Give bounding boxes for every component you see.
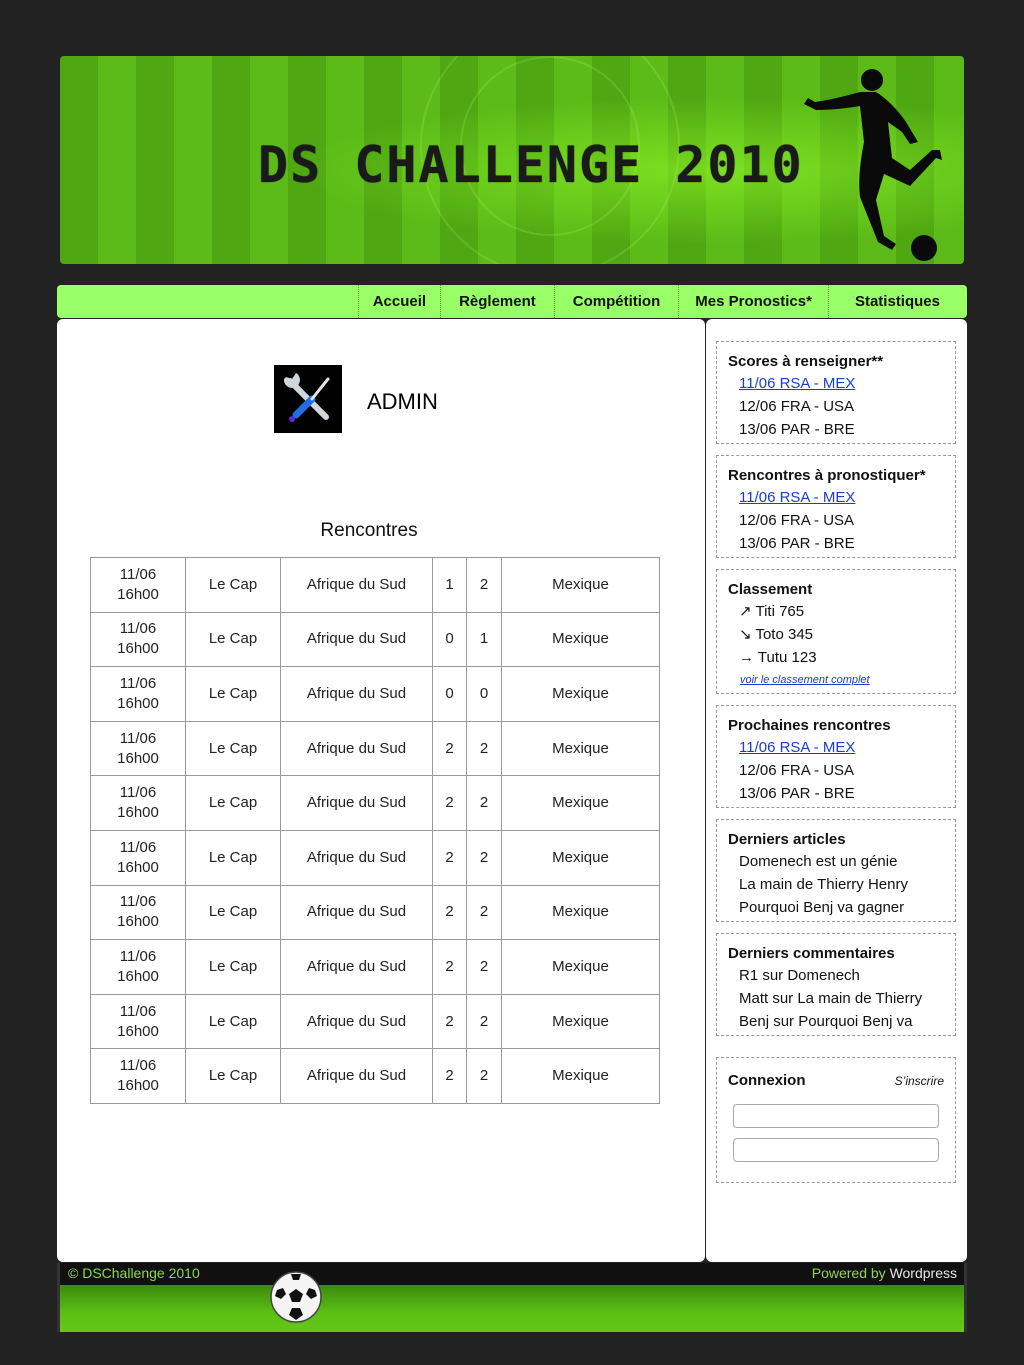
match-away-score-cell: 2	[467, 1049, 502, 1104]
football-player-icon	[760, 62, 950, 262]
widget-latest-comments	[716, 933, 956, 1036]
comment-item[interactable]: R1 sur Domenech	[739, 967, 860, 984]
match-home-score-cell: 1	[433, 558, 467, 613]
match-home-team-cell: Afrique du Sud	[281, 1049, 433, 1104]
match-date: 11/06	[119, 1057, 157, 1075]
table-row	[91, 667, 660, 722]
match-datetime-cell	[91, 776, 186, 831]
match-away-score-cell: 0	[467, 667, 502, 722]
match-home-score-cell: 0	[433, 612, 467, 667]
match-away-team-cell: Mexique	[502, 776, 660, 831]
widget-list	[728, 851, 944, 919]
match-home-team-cell: Afrique du Sud	[281, 885, 433, 940]
match-datetime-cell	[91, 1049, 186, 1104]
sidebar	[706, 319, 967, 1262]
username-input[interactable]	[733, 1104, 939, 1128]
match-away-team-cell: Mexique	[502, 830, 660, 885]
match-home-score-cell: 2	[433, 994, 467, 1049]
match-city-cell: Le Cap	[186, 667, 281, 722]
match-time: 16h00	[117, 858, 159, 876]
match-away-team-cell: Mexique	[502, 667, 660, 722]
match-time: 16h00	[117, 640, 159, 658]
match-time: 16h00	[117, 585, 159, 603]
page-title: ADMIN	[367, 389, 438, 414]
list-item: 13/06 PAR - BRE	[739, 534, 855, 552]
match-datetime-cell	[91, 721, 186, 776]
match-away-team-cell: Mexique	[502, 558, 660, 613]
table-row	[91, 721, 660, 776]
header-banner	[60, 56, 964, 264]
full-ranking-link[interactable]: voir le classement complet	[740, 674, 870, 687]
footer	[57, 1263, 967, 1332]
match-home-score-cell: 2	[433, 776, 467, 831]
list-item: 13/06 PAR - BRE	[739, 420, 855, 438]
match-datetime-cell	[91, 830, 186, 885]
match-time: 16h00	[117, 804, 159, 822]
match-city-cell: Le Cap	[186, 558, 281, 613]
widget-scores-to-enter	[716, 341, 956, 444]
login-header	[728, 1070, 944, 1092]
widget-matches-to-predict	[716, 455, 956, 558]
footer-bar	[60, 1263, 964, 1285]
main-navigation	[57, 285, 967, 318]
match-home-score-cell: 2	[433, 1049, 467, 1104]
match-away-score-cell: 2	[467, 830, 502, 885]
match-home-team-cell: Afrique du Sud	[281, 667, 433, 722]
comment-item[interactable]: Benj sur Pourquoi Benj va	[739, 1012, 913, 1030]
match-date: 11/06	[119, 893, 157, 911]
match-away-score-cell: 2	[467, 885, 502, 940]
match-city-cell: Le Cap	[186, 612, 281, 667]
match-home-team-cell: Afrique du Sud	[281, 776, 433, 831]
match-city-cell: Le Cap	[186, 885, 281, 940]
match-datetime-cell	[91, 994, 186, 1049]
match-away-score-cell: 2	[467, 721, 502, 776]
table-row	[91, 885, 660, 940]
widget-title: Derniers articles	[728, 831, 846, 848]
match-time: 16h00	[117, 749, 159, 767]
nav-item-mes-pronostics[interactable]: Mes Pronostics*	[678, 285, 828, 318]
ranking-item: ↗ Titi 765	[739, 603, 805, 620]
match-away-score-cell: 1	[467, 612, 502, 667]
match-city-cell: Le Cap	[186, 1049, 281, 1104]
table-row	[91, 940, 660, 995]
match-home-score-cell: 2	[433, 830, 467, 885]
match-away-team-cell: Mexique	[502, 721, 660, 776]
match-away-team-cell: Mexique	[502, 994, 660, 1049]
match-away-team-cell: Mexique	[502, 885, 660, 940]
match-home-score-cell: 2	[433, 940, 467, 995]
matches-section-title: Rencontres	[320, 520, 418, 541]
match-time: 16h00	[117, 694, 159, 712]
match-city-cell: Le Cap	[186, 940, 281, 995]
match-city-cell: Le Cap	[186, 776, 281, 831]
soccer-ball-icon	[269, 1270, 323, 1324]
match-date: 11/06	[119, 729, 157, 747]
match-link[interactable]: 11/06 RSA - MEX	[739, 739, 856, 756]
match-datetime-cell	[91, 558, 186, 613]
match-city-cell: Le Cap	[186, 830, 281, 885]
match-date: 11/06	[119, 620, 157, 638]
article-item[interactable]: Pourquoi Benj va gagner	[739, 898, 905, 916]
widget-ranking	[716, 569, 956, 694]
widget-title: Prochaines rencontres	[728, 717, 891, 734]
match-away-team-cell: Mexique	[502, 1049, 660, 1104]
table-row	[91, 612, 660, 667]
widget-title: Rencontres à pronostiquer*	[728, 467, 926, 484]
copyright-text: © DSChallenge 2010	[68, 1265, 200, 1281]
nav-item-accueil[interactable]: Accueil	[358, 285, 440, 318]
article-item[interactable]: La main de Thierry Henry	[739, 875, 908, 893]
widget-latest-articles	[716, 819, 956, 922]
match-away-score-cell: 2	[467, 558, 502, 613]
widget-login	[716, 1057, 956, 1183]
match-home-team-cell: Afrique du Sud	[281, 830, 433, 885]
match-link[interactable]: 11/06 RSA - MEX	[739, 489, 856, 506]
match-city-cell: Le Cap	[186, 994, 281, 1049]
table-row	[91, 558, 660, 613]
match-date: 11/06	[119, 784, 157, 802]
widget-list	[728, 737, 944, 805]
site-logo-title: DS CHALLENGE 2010	[258, 136, 804, 194]
widget-title: Derniers commentaires	[728, 945, 895, 962]
widget-list	[728, 487, 944, 555]
list-item: 12/06 FRA - USA	[739, 761, 855, 779]
article-item[interactable]: Domenech est un génie	[739, 853, 898, 870]
main-content	[57, 319, 705, 1262]
powered-by-prefix: Powered by	[811, 1265, 886, 1281]
match-time: 16h00	[117, 1022, 159, 1040]
matches-table	[90, 557, 660, 1104]
match-away-score-cell: 2	[467, 776, 502, 831]
signup-link[interactable]: S’inscrire	[894, 1074, 944, 1088]
match-date: 11/06	[119, 1002, 157, 1020]
list-item: 12/06 FRA - USA	[739, 511, 855, 529]
footer-green-band	[60, 1285, 964, 1332]
match-date: 11/06	[119, 565, 157, 583]
nav-item-competition[interactable]: Compétition	[554, 285, 679, 318]
match-city-cell: Le Cap	[186, 721, 281, 776]
widget-title: Connexion	[728, 1072, 806, 1089]
powered-by-text	[812, 1265, 957, 1281]
list-item: 13/06 PAR - BRE	[739, 784, 855, 802]
widget-title: Scores à renseigner**	[728, 353, 884, 370]
match-home-team-cell: Afrique du Sud	[281, 940, 433, 995]
match-time: 16h00	[117, 1077, 159, 1095]
table-row	[91, 994, 660, 1049]
list-item: 12/06 FRA - USA	[739, 397, 855, 415]
match-date: 11/06	[119, 674, 157, 692]
match-away-team-cell: Mexique	[502, 612, 660, 667]
match-home-team-cell: Afrique du Sud	[281, 721, 433, 776]
match-datetime-cell	[91, 612, 186, 667]
match-link[interactable]: 11/06 RSA - MEX	[739, 375, 856, 392]
match-home-team-cell: Afrique du Sud	[281, 994, 433, 1049]
ranking-item: ↘ Toto 345	[739, 625, 814, 643]
nav-item-statistiques[interactable]: Statistiques	[828, 285, 967, 318]
nav-menu	[358, 285, 967, 318]
wordpress-link[interactable]: Wordpress	[889, 1265, 957, 1281]
table-row	[91, 830, 660, 885]
tools-icon	[274, 365, 342, 433]
match-home-team-cell: Afrique du Sud	[281, 558, 433, 613]
match-home-score-cell: 2	[433, 885, 467, 940]
password-input[interactable]	[733, 1138, 939, 1162]
match-away-score-cell: 2	[467, 994, 502, 1049]
widget-list	[728, 373, 944, 441]
comment-item[interactable]: Matt sur La main de Thierry	[739, 989, 923, 1007]
widget-next-matches	[716, 705, 956, 808]
match-datetime-cell	[91, 940, 186, 995]
match-home-score-cell: 0	[433, 667, 467, 722]
widget-list	[728, 601, 944, 669]
nav-item-reglement[interactable]: Règlement	[440, 285, 554, 318]
widget-list	[728, 965, 944, 1033]
widget-title: Classement	[728, 581, 813, 598]
match-time: 16h00	[117, 967, 159, 985]
match-date: 11/06	[119, 838, 157, 856]
table-row	[91, 1049, 660, 1104]
table-row	[91, 776, 660, 831]
match-home-score-cell: 2	[433, 721, 467, 776]
match-home-team-cell: Afrique du Sud	[281, 612, 433, 667]
match-datetime-cell	[91, 885, 186, 940]
match-away-score-cell: 2	[467, 940, 502, 995]
ranking-item: → Tutu 123	[739, 648, 817, 666]
match-time: 16h00	[117, 913, 159, 931]
match-away-team-cell: Mexique	[502, 940, 660, 995]
match-datetime-cell	[91, 667, 186, 722]
match-date: 11/06	[119, 947, 157, 965]
